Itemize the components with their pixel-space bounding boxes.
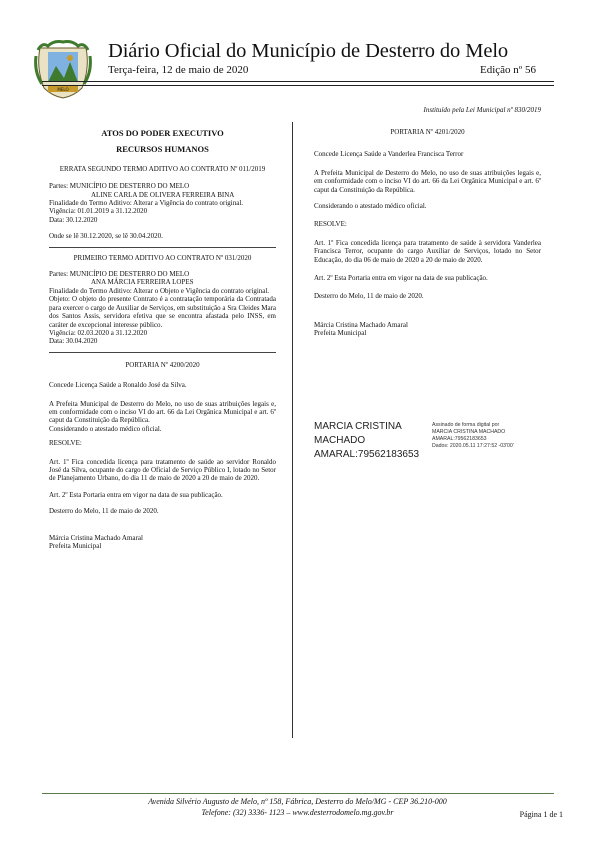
portaria-4201-art2: Art. 2º Esta Portaria entra em vigor na data de sua publicação. bbox=[314, 274, 488, 283]
portaria-4201-place-date: Desterro do Melo, 11 de maio de 2020. bbox=[314, 292, 424, 301]
errata-party-2: ALINE CARLA DE OLIVERA FERREIRA BINA bbox=[91, 190, 235, 199]
header-rule bbox=[42, 81, 554, 82]
first-term-parties: Partes: MUNICÍPIO DE DESTERRO DO MELO bbox=[49, 270, 190, 279]
first-term-object: Objeto: O objeto do presente Contrato é a contratação temporária da Contratada para exercer o cargo de Auxiliar de Serviços, em substituição a Sra Cleides Mara dos Santos Assis, servidora efetiva que se encontra afastada pelo INSS, em caráter de excepcional interesse público. bbox=[49, 295, 276, 329]
signature-details: Assinado de forma digital por MARCIA CRISTINA MACHADO AMARAL:79562183653 Dados: 2020.05.11 17:27:52 -03'00' bbox=[432, 422, 514, 449]
portaria-4200-signer: Márcia Cristina Machado Amaral bbox=[49, 533, 143, 542]
portaria-4200-heading: PORTARIA Nº 4200/2020 bbox=[125, 360, 200, 369]
digital-signature-stamp bbox=[314, 420, 544, 460]
portaria-4201-signer: Márcia Cristina Machado Amaral bbox=[314, 320, 408, 329]
portaria-4201-considering: Considerando o atestado médico oficial. bbox=[314, 202, 427, 211]
errata-date: Data: 30.12.2020 bbox=[49, 215, 98, 224]
errata-validity: Vigência: 01.01.2019 a 31.12.2020 bbox=[49, 207, 148, 216]
portaria-4200-signer-role: Prefeita Municipal bbox=[49, 542, 102, 550]
first-term-heading: PRIMEIRO TERMO ADITIVO AO CONTRATO Nº 031/2020 bbox=[73, 253, 252, 262]
footer-rule bbox=[42, 793, 554, 794]
portaria-4200-intro: Concede Licença Saúde a Ronaldo José da Silva. bbox=[49, 381, 187, 390]
portaria-4200-art2: Art. 2º Esta Portaria entra em vigor na data de sua publicação. bbox=[49, 490, 223, 499]
errata-correction: Onde se lê 30.12.2020, se lê 30.04.2020. bbox=[49, 232, 163, 241]
column-divider bbox=[292, 122, 293, 738]
portaria-4200-art1: Art. 1º Fica concedida licença para tratamento de saúde ao servidor Ronaldo José da Silva, ocupante do cargo de Oficial de Serviço Público I, lotado no Setor de Planejamento Urbano, do dia 11 de maio de 2020 a 20 de maio de 2020. bbox=[49, 457, 276, 483]
separator bbox=[49, 247, 276, 248]
portaria-4200-place-date: Desterro do Melo, 11 de maio de 2020. bbox=[49, 507, 159, 516]
crest-caption: MELO bbox=[57, 87, 69, 92]
header-rule-thin bbox=[42, 85, 554, 86]
separator bbox=[49, 352, 276, 353]
page-number: Página 1 de 1 bbox=[519, 810, 563, 819]
errata-parties: Partes: MUNICÍPIO DE DESTERRO DO MELO bbox=[49, 182, 190, 191]
section-title: ATOS DO PODER EXECUTIVO bbox=[101, 128, 224, 138]
footer-contact: Telefone: (32) 3336- 1123 – www.desterrodomelo.mg.gov.br bbox=[201, 808, 394, 817]
edition-number: Edição nº 56 bbox=[480, 64, 536, 76]
portaria-4201-heading: PORTARIA Nº 4201/2020 bbox=[390, 128, 465, 136]
newspaper-title: Diário Oficial do Município de Desterro do Melo bbox=[108, 40, 509, 62]
first-term-validity: Vigência: 02.03.2020 a 31.12.2020 bbox=[49, 328, 148, 337]
left-column bbox=[49, 125, 276, 550]
portaria-4201-preamble: A Prefeita Municipal de Desterro do Melo, no uso de suas atribuições legais e, em conformidade com o inciso VI do art. 66 da Lei Orgânica Municipal e art. 6º caput da Constituição da República. bbox=[314, 168, 541, 194]
portaria-4201-art1: Art. 1º Fica concedida licença para tratamento de saúde à servidora Vanderlea Francisca Terror, ocupante do cargo Auxiliar de Serviços, lotado no Setor Educação, do dia 06 de maio de 2020 a 20 de maio de 2020. bbox=[314, 238, 541, 264]
section-subtitle: RECURSOS HUMANOS bbox=[116, 144, 209, 155]
portaria-4200-considering: Considerando o atestado médico oficial. bbox=[49, 424, 162, 433]
errata-finality: Finalidade do Termo Aditivo: Alterar a Vigência do contrato original. bbox=[49, 199, 244, 208]
instituted-note: Instituído pela Lei Municipal nº 830/2019 bbox=[423, 106, 541, 114]
first-term-party-2: ANA MÁRCIA FERREIRA LOPES bbox=[91, 278, 194, 287]
first-term-date: Data: 30.04.2020 bbox=[49, 337, 98, 346]
footer-address: Avenida Silvério Augusto de Melo, nº 158, Fábrica, Desterro do Melo/MG - CEP 36.210-000 bbox=[148, 797, 447, 806]
portaria-4201-intro: Concede Licença Saúde a Vanderlea Francisca Terror bbox=[314, 150, 464, 159]
portaria-4201-resolve: RESOLVE: bbox=[314, 220, 347, 229]
signature-name: MARCIA CRISTINA MACHADO AMARAL:79562183653 bbox=[314, 421, 420, 460]
portaria-4200-resolve: RESOLVE: bbox=[49, 439, 82, 448]
publication-date: Terça-feira, 12 de maio de 2020 bbox=[108, 64, 249, 76]
municipal-crest-logo bbox=[34, 38, 92, 100]
portaria-4200-preamble: A Prefeita Municipal de Desterro do Melo, no uso de suas atribuições legais e, em conformidade com o inciso VI do art. 66 da Lei Orgânica Municipal e art. 6º caput da Constituição da República. bbox=[49, 399, 276, 425]
errata-heading: ERRATA SEGUNDO TERMO ADITIVO AO CONTRATO Nº 011/2019 bbox=[59, 164, 266, 173]
right-column bbox=[314, 125, 541, 338]
first-term-finality: Finalidade do Termo Aditivo: Alterar o Objeto e Vigência do contrato original. bbox=[49, 286, 270, 295]
portaria-4201-signer-role: Prefeita Municipal bbox=[314, 329, 367, 338]
